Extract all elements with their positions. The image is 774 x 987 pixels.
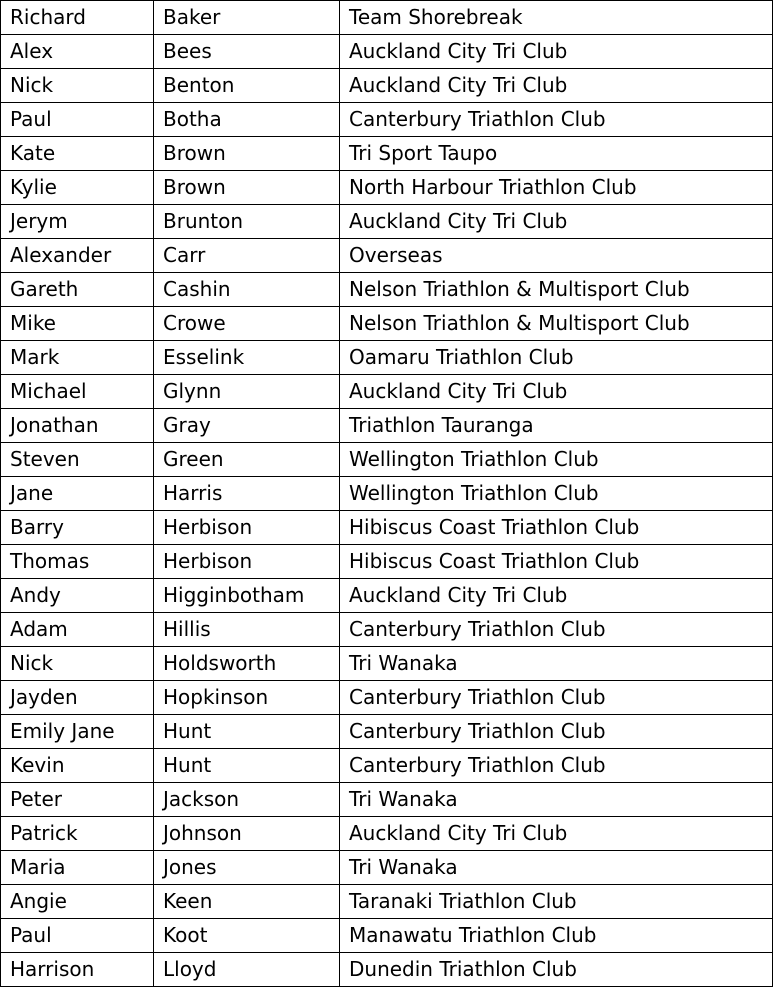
table-row — [1, 817, 773, 851]
last-name-cell: Koot — [154, 919, 340, 953]
club-cell: Team Shorebreak — [340, 1, 773, 35]
last-name-cell: Brown — [154, 137, 340, 171]
first-name-cell: Jayden — [1, 681, 154, 715]
table-row — [1, 307, 773, 341]
table-row — [1, 1, 773, 35]
table-row — [1, 103, 773, 137]
table-row — [1, 749, 773, 783]
club-cell: Nelson Triathlon & Multisport Club — [340, 307, 773, 341]
first-name-cell: Alex — [1, 35, 154, 69]
last-name-cell: Bees — [154, 35, 340, 69]
first-name-cell: Paul — [1, 919, 154, 953]
club-cell: Wellington Triathlon Club — [340, 443, 773, 477]
club-cell: Dunedin Triathlon Club — [340, 953, 773, 987]
table-row — [1, 341, 773, 375]
club-cell: North Harbour Triathlon Club — [340, 171, 773, 205]
first-name-cell: Michael — [1, 375, 154, 409]
table-row — [1, 171, 773, 205]
club-cell: Manawatu Triathlon Club — [340, 919, 773, 953]
first-name-cell: Jerym — [1, 205, 154, 239]
last-name-cell: Carr — [154, 239, 340, 273]
first-name-cell: Steven — [1, 443, 154, 477]
club-cell: Auckland City Tri Club — [340, 579, 773, 613]
last-name-cell: Esselink — [154, 341, 340, 375]
roster-table-body — [1, 1, 773, 987]
last-name-cell: Lloyd — [154, 953, 340, 987]
club-cell: Tri Wanaka — [340, 783, 773, 817]
club-cell: Tri Sport Taupo — [340, 137, 773, 171]
table-row — [1, 647, 773, 681]
last-name-cell: Benton — [154, 69, 340, 103]
club-cell: Wellington Triathlon Club — [340, 477, 773, 511]
first-name-cell: Thomas — [1, 545, 154, 579]
club-cell: Auckland City Tri Club — [340, 35, 773, 69]
last-name-cell: Keen — [154, 885, 340, 919]
table-row — [1, 511, 773, 545]
table-row — [1, 137, 773, 171]
table-row — [1, 681, 773, 715]
first-name-cell: Paul — [1, 103, 154, 137]
table-row — [1, 239, 773, 273]
first-name-cell: Patrick — [1, 817, 154, 851]
last-name-cell: Brunton — [154, 205, 340, 239]
first-name-cell: Maria — [1, 851, 154, 885]
first-name-cell: Jonathan — [1, 409, 154, 443]
last-name-cell: Hunt — [154, 715, 340, 749]
table-row — [1, 443, 773, 477]
first-name-cell: Barry — [1, 511, 154, 545]
first-name-cell: Kylie — [1, 171, 154, 205]
table-row — [1, 885, 773, 919]
table-row — [1, 69, 773, 103]
last-name-cell: Herbison — [154, 511, 340, 545]
last-name-cell: Higginbotham — [154, 579, 340, 613]
club-cell: Auckland City Tri Club — [340, 69, 773, 103]
club-cell: Auckland City Tri Club — [340, 817, 773, 851]
first-name-cell: Richard — [1, 1, 154, 35]
club-cell: Overseas — [340, 239, 773, 273]
table-row — [1, 477, 773, 511]
first-name-cell: Alexander — [1, 239, 154, 273]
table-row — [1, 783, 773, 817]
first-name-cell: Peter — [1, 783, 154, 817]
last-name-cell: Crowe — [154, 307, 340, 341]
last-name-cell: Gray — [154, 409, 340, 443]
table-row — [1, 919, 773, 953]
last-name-cell: Jones — [154, 851, 340, 885]
first-name-cell: Jane — [1, 477, 154, 511]
last-name-cell: Herbison — [154, 545, 340, 579]
last-name-cell: Harris — [154, 477, 340, 511]
first-name-cell: Mike — [1, 307, 154, 341]
club-cell: Hibiscus Coast Triathlon Club — [340, 511, 773, 545]
table-row — [1, 613, 773, 647]
last-name-cell: Baker — [154, 1, 340, 35]
club-cell: Hibiscus Coast Triathlon Club — [340, 545, 773, 579]
first-name-cell: Angie — [1, 885, 154, 919]
club-cell: Canterbury Triathlon Club — [340, 613, 773, 647]
table-row — [1, 273, 773, 307]
club-cell: Taranaki Triathlon Club — [340, 885, 773, 919]
first-name-cell: Kevin — [1, 749, 154, 783]
table-row — [1, 35, 773, 69]
club-cell: Canterbury Triathlon Club — [340, 715, 773, 749]
last-name-cell: Botha — [154, 103, 340, 137]
first-name-cell: Kate — [1, 137, 154, 171]
first-name-cell: Gareth — [1, 273, 154, 307]
table-row — [1, 579, 773, 613]
first-name-cell: Emily Jane — [1, 715, 154, 749]
table-row — [1, 375, 773, 409]
last-name-cell: Johnson — [154, 817, 340, 851]
club-cell: Tri Wanaka — [340, 851, 773, 885]
club-cell: Tri Wanaka — [340, 647, 773, 681]
last-name-cell: Brown — [154, 171, 340, 205]
first-name-cell: Harrison — [1, 953, 154, 987]
table-row — [1, 205, 773, 239]
club-cell: Nelson Triathlon & Multisport Club — [340, 273, 773, 307]
last-name-cell: Glynn — [154, 375, 340, 409]
table-row — [1, 409, 773, 443]
club-cell: Canterbury Triathlon Club — [340, 749, 773, 783]
last-name-cell: Green — [154, 443, 340, 477]
club-cell: Canterbury Triathlon Club — [340, 103, 773, 137]
table-row — [1, 545, 773, 579]
last-name-cell: Hillis — [154, 613, 340, 647]
table-row — [1, 715, 773, 749]
first-name-cell: Adam — [1, 613, 154, 647]
club-cell: Canterbury Triathlon Club — [340, 681, 773, 715]
last-name-cell: Jackson — [154, 783, 340, 817]
last-name-cell: Holdsworth — [154, 647, 340, 681]
first-name-cell: Nick — [1, 69, 154, 103]
table-row — [1, 953, 773, 987]
first-name-cell: Nick — [1, 647, 154, 681]
club-cell: Triathlon Tauranga — [340, 409, 773, 443]
last-name-cell: Hopkinson — [154, 681, 340, 715]
table-row — [1, 851, 773, 885]
last-name-cell: Hunt — [154, 749, 340, 783]
club-cell: Auckland City Tri Club — [340, 375, 773, 409]
club-cell: Auckland City Tri Club — [340, 205, 773, 239]
first-name-cell: Andy — [1, 579, 154, 613]
first-name-cell: Mark — [1, 341, 154, 375]
club-cell: Oamaru Triathlon Club — [340, 341, 773, 375]
last-name-cell: Cashin — [154, 273, 340, 307]
